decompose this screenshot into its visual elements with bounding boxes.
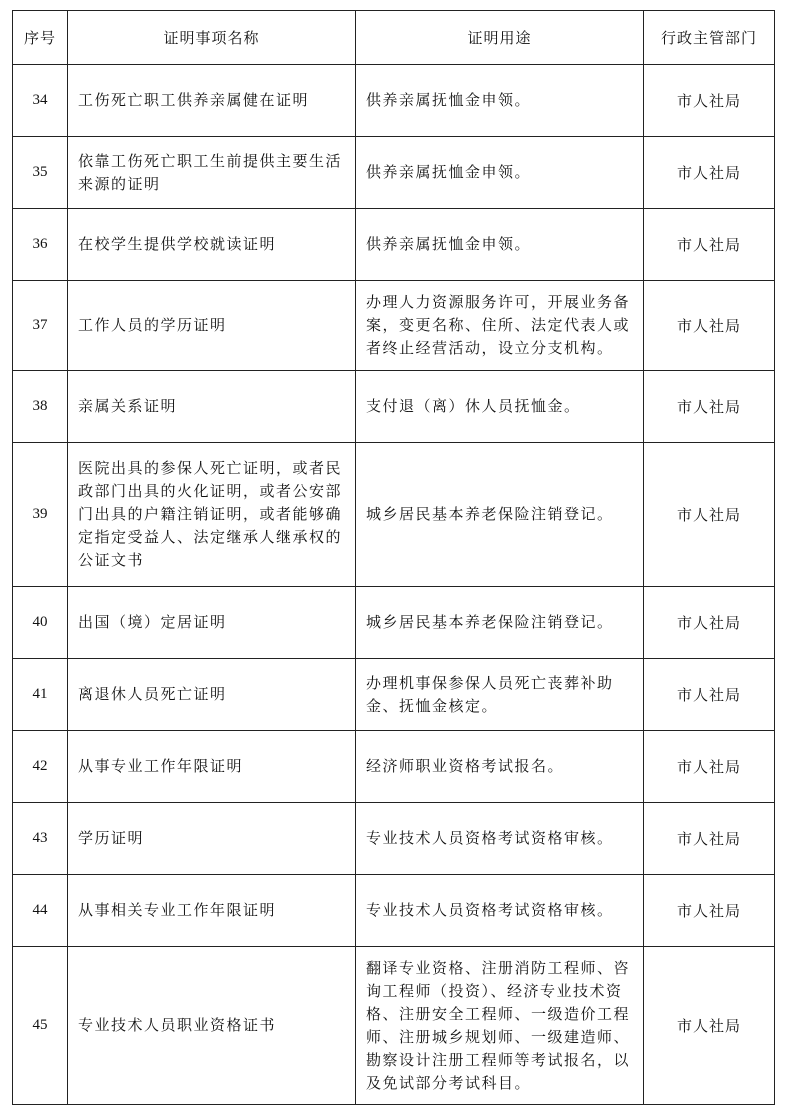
table-row xyxy=(13,731,775,803)
certificate-name: 从事专业工作年限证明 xyxy=(68,731,356,803)
row-number: 35 xyxy=(13,137,68,209)
header-name: 证明事项名称 xyxy=(68,11,356,65)
certificate-name: 专业技术人员职业资格证书 xyxy=(68,947,356,1105)
table-row xyxy=(13,281,775,371)
certification-table xyxy=(12,10,775,1105)
certificate-name: 出国（境）定居证明 xyxy=(68,587,356,659)
certificate-use: 办理人力资源服务许可，开展业务备案，变更名称、住所、法定代表人或者终止经营活动，设立分支机构。 xyxy=(356,281,644,371)
table-header-row xyxy=(13,11,775,65)
department: 市人社局 xyxy=(644,137,775,209)
certificate-use: 城乡居民基本养老保险注销登记。 xyxy=(356,443,644,587)
table-row xyxy=(13,209,775,281)
row-number: 43 xyxy=(13,803,68,875)
certificate-name: 亲属关系证明 xyxy=(68,371,356,443)
certificate-use: 专业技术人员资格考试资格审核。 xyxy=(356,803,644,875)
row-number: 45 xyxy=(13,947,68,1105)
department: 市人社局 xyxy=(644,65,775,137)
row-number: 38 xyxy=(13,371,68,443)
certificate-use: 办理机事保参保人员死亡丧葬补助金、抚恤金核定。 xyxy=(356,659,644,731)
row-number: 37 xyxy=(13,281,68,371)
table-row xyxy=(13,371,775,443)
certificate-name: 医院出具的参保人死亡证明，或者民政部门出具的火化证明，或者公安部门出具的户籍注销证明，或者能够确定指定受益人、法定继承人继承权的公证文书 xyxy=(68,443,356,587)
certificate-name: 工作人员的学历证明 xyxy=(68,281,356,371)
department: 市人社局 xyxy=(644,731,775,803)
department: 市人社局 xyxy=(644,875,775,947)
department: 市人社局 xyxy=(644,443,775,587)
department: 市人社局 xyxy=(644,803,775,875)
table-row xyxy=(13,137,775,209)
certificate-use: 经济师职业资格考试报名。 xyxy=(356,731,644,803)
certificate-name: 从事相关专业工作年限证明 xyxy=(68,875,356,947)
certificate-use: 供养亲属抚恤金申领。 xyxy=(356,137,644,209)
row-number: 40 xyxy=(13,587,68,659)
certificate-name: 在校学生提供学校就读证明 xyxy=(68,209,356,281)
certificate-name: 离退休人员死亡证明 xyxy=(68,659,356,731)
department: 市人社局 xyxy=(644,209,775,281)
certificate-use: 支付退（离）休人员抚恤金。 xyxy=(356,371,644,443)
header-use: 证明用途 xyxy=(356,11,644,65)
department: 市人社局 xyxy=(644,371,775,443)
certificate-use: 专业技术人员资格考试资格审核。 xyxy=(356,875,644,947)
row-number: 39 xyxy=(13,443,68,587)
certificate-name: 工伤死亡职工供养亲属健在证明 xyxy=(68,65,356,137)
table-row xyxy=(13,587,775,659)
certificate-use: 翻译专业资格、注册消防工程师、咨询工程师（投资）、经济专业技术资格、注册安全工程师、一级造价工程师、注册城乡规划师、一级建造师、勘察设计注册工程师等考试报名，以及免试部分考试科目。 xyxy=(356,947,644,1105)
table-row xyxy=(13,803,775,875)
row-number: 41 xyxy=(13,659,68,731)
certificate-use: 城乡居民基本养老保险注销登记。 xyxy=(356,587,644,659)
department: 市人社局 xyxy=(644,587,775,659)
header-dept: 行政主管部门 xyxy=(644,11,775,65)
table-row xyxy=(13,65,775,137)
row-number: 44 xyxy=(13,875,68,947)
certificate-name: 依靠工伤死亡职工生前提供主要生活来源的证明 xyxy=(68,137,356,209)
row-number: 36 xyxy=(13,209,68,281)
header-no: 序号 xyxy=(13,11,68,65)
row-number: 34 xyxy=(13,65,68,137)
row-number: 42 xyxy=(13,731,68,803)
certificate-name: 学历证明 xyxy=(68,803,356,875)
department: 市人社局 xyxy=(644,281,775,371)
table-row xyxy=(13,947,775,1105)
department: 市人社局 xyxy=(644,659,775,731)
table-row xyxy=(13,659,775,731)
table-row xyxy=(13,443,775,587)
certificate-use: 供养亲属抚恤金申领。 xyxy=(356,209,644,281)
table-row xyxy=(13,875,775,947)
department: 市人社局 xyxy=(644,947,775,1105)
certificate-use: 供养亲属抚恤金申领。 xyxy=(356,65,644,137)
